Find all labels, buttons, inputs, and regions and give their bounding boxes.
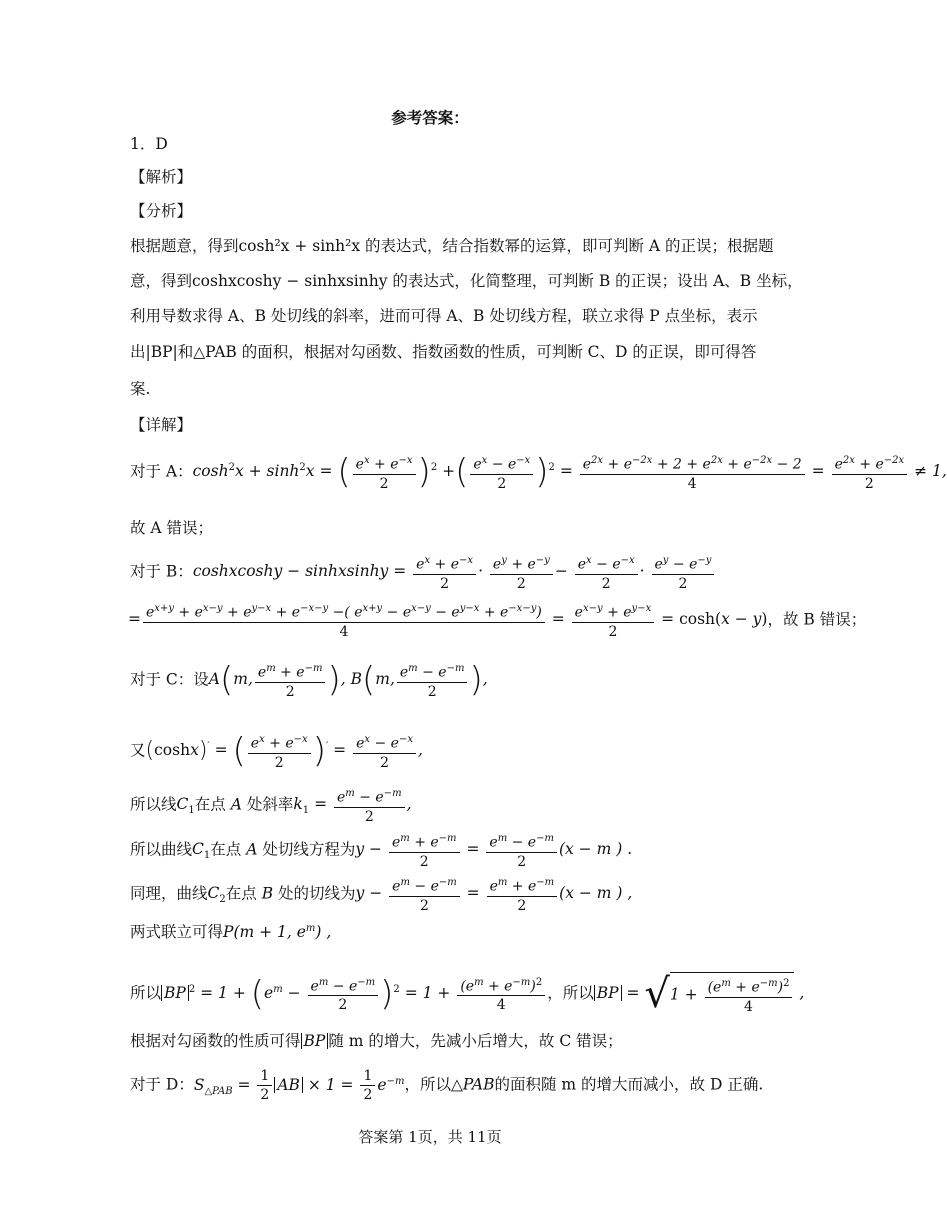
section-xiangjie: 【详解】 <box>130 416 193 434</box>
analysis-line-4: 出|BP|和△PAB 的面积，根据对勾函数、指数函数的性质，可判断 C、D 的正误，即可得答 <box>130 343 757 361</box>
analysis-line-1: 根据题意，得到cosh²x + sinh²x 的表达式，结合指数幂的运算，即可判断 A 的正误；根据题 <box>130 237 774 255</box>
option-c-joint: 两式联立可得P(m + 1, $e^m$) , <box>130 923 332 942</box>
option-c-conclusion: 根据对勾函数的性质可得 BP 随 m 的增大，先减小后增大，故 C 错误； <box>130 1032 623 1050</box>
analysis-line-3: 利用导数求得 A、B 处切线的斜率，进而可得 A、B 处切线方程，联立求得 P 点坐标，表示 <box>130 307 758 325</box>
analysis-line-2: 意，得到coshxcoshy − sinhxsinhy 的表达式，化简整理，可判断 B 的正误；设出 A、B 坐标， <box>130 272 803 290</box>
question-number: 1．D <box>130 135 168 153</box>
page-footer: 答案第 1页，共 11页 <box>358 1128 502 1146</box>
option-c-line-1: 对于 C：设A(m, $\frac{e^m + e^{-m}}{2}$ ), B(m, $\frac{e^m - e^{-m}}{2}$ ), <box>130 660 488 701</box>
section-fenxi: 【分析】 <box>130 202 193 220</box>
option-a-prefix: 对于 A： <box>130 462 193 481</box>
option-a-line <box>130 452 947 493</box>
option-b-conclusion: ，故 B 错误； <box>767 610 867 629</box>
option-c-slope: 所以线$C_1$在点 A 处斜率$k_1$ = $\frac{e^m - e^{-m}}{2}$ , <box>130 785 412 826</box>
option-d-line: 对于 D：$S_{\triangle PAB}$ = $\frac{1}{2}$ AB × 1 = $\frac{1}{2}$ $e^{-m}$，所以△PAB的面积随 m 的增大而减小，故 D 正确. <box>130 1068 764 1103</box>
page-title: 参考答案： <box>391 108 469 127</box>
analysis-line-5: 案. <box>130 380 151 398</box>
option-b-line-2: = $\frac{e^{x+y} + e^{x-y} + e^{y-x} + e^{-x-y} -( e^{x+y} - e^{x-y} - e^{y-x} + e^{-x-y})}{4}$ = $\frac{e^{x-y} + e^{y-x}}{2}$ = cosh(x − y)，故 B 错误； <box>128 600 866 641</box>
option-c-bp: 所以 BP $^2 = 1 + (e^m$ − $\frac{e^m - e^{-m}}{2}$ )$^2$ = 1 + $\frac{(e^m + e^{-m})^2}{4}$ ，所以 BP = √1 + $\frac{(e^m + e^{-m})^2}{4}$ , <box>130 970 805 1017</box>
option-c-prefix: 对于 C：设 <box>130 670 209 689</box>
option-c-tangent-a: 所以曲线$C_1$在点 A 处切线方程为y − $\frac{e^m + e^{-m}}{2}$ = $\frac{e^m - e^{-m}}{2}$ (x − m ) . <box>130 830 632 871</box>
option-c-tangent-b: 同理，曲线$C_2$在点 B 处的切线为y − $\frac{e^m - e^{-m}}{2}$ = $\frac{e^m + e^{-m}}{2}$ (x − m ) , <box>130 874 632 915</box>
option-c-derivative: 又(coshx)′ = ( $\frac{e^x + e^{-x}}{2}$ )′ = $\frac{e^x - e^{-x}}{2}$ , <box>130 731 423 772</box>
option-a-conclusion: 故 A 错误； <box>130 519 214 537</box>
section-jiexi: 【解析】 <box>130 168 193 186</box>
option-b-prefix: 对于 B： <box>130 562 193 581</box>
option-a-formula: $\cosh^2x + \sinh^2x$ = ( $\frac{e^x + e^{-x}}{2}$ )$^2$ +( $\frac{e^x - e^{-x}}{2}$ )$^2$ = $\frac{e^{2x} + e^{-2x} + 2 + e^{2x} + e^{-2x} - 2}{4}$ = $\frac{e^{2x} + e^{-2x}}{2}$ ≠ 1, <box>192 452 947 493</box>
option-b-line-1: 对于 B：coshxcoshy − sinhxsinhy = $\frac{e^x + e^{-x}}{2}$ · $\frac{e^y + e^{-y}}{2}$ − $\frac{e^x - e^{-x}}{2}$ · $\frac{e^y - e^{-y}}{2}$ <box>130 552 716 593</box>
